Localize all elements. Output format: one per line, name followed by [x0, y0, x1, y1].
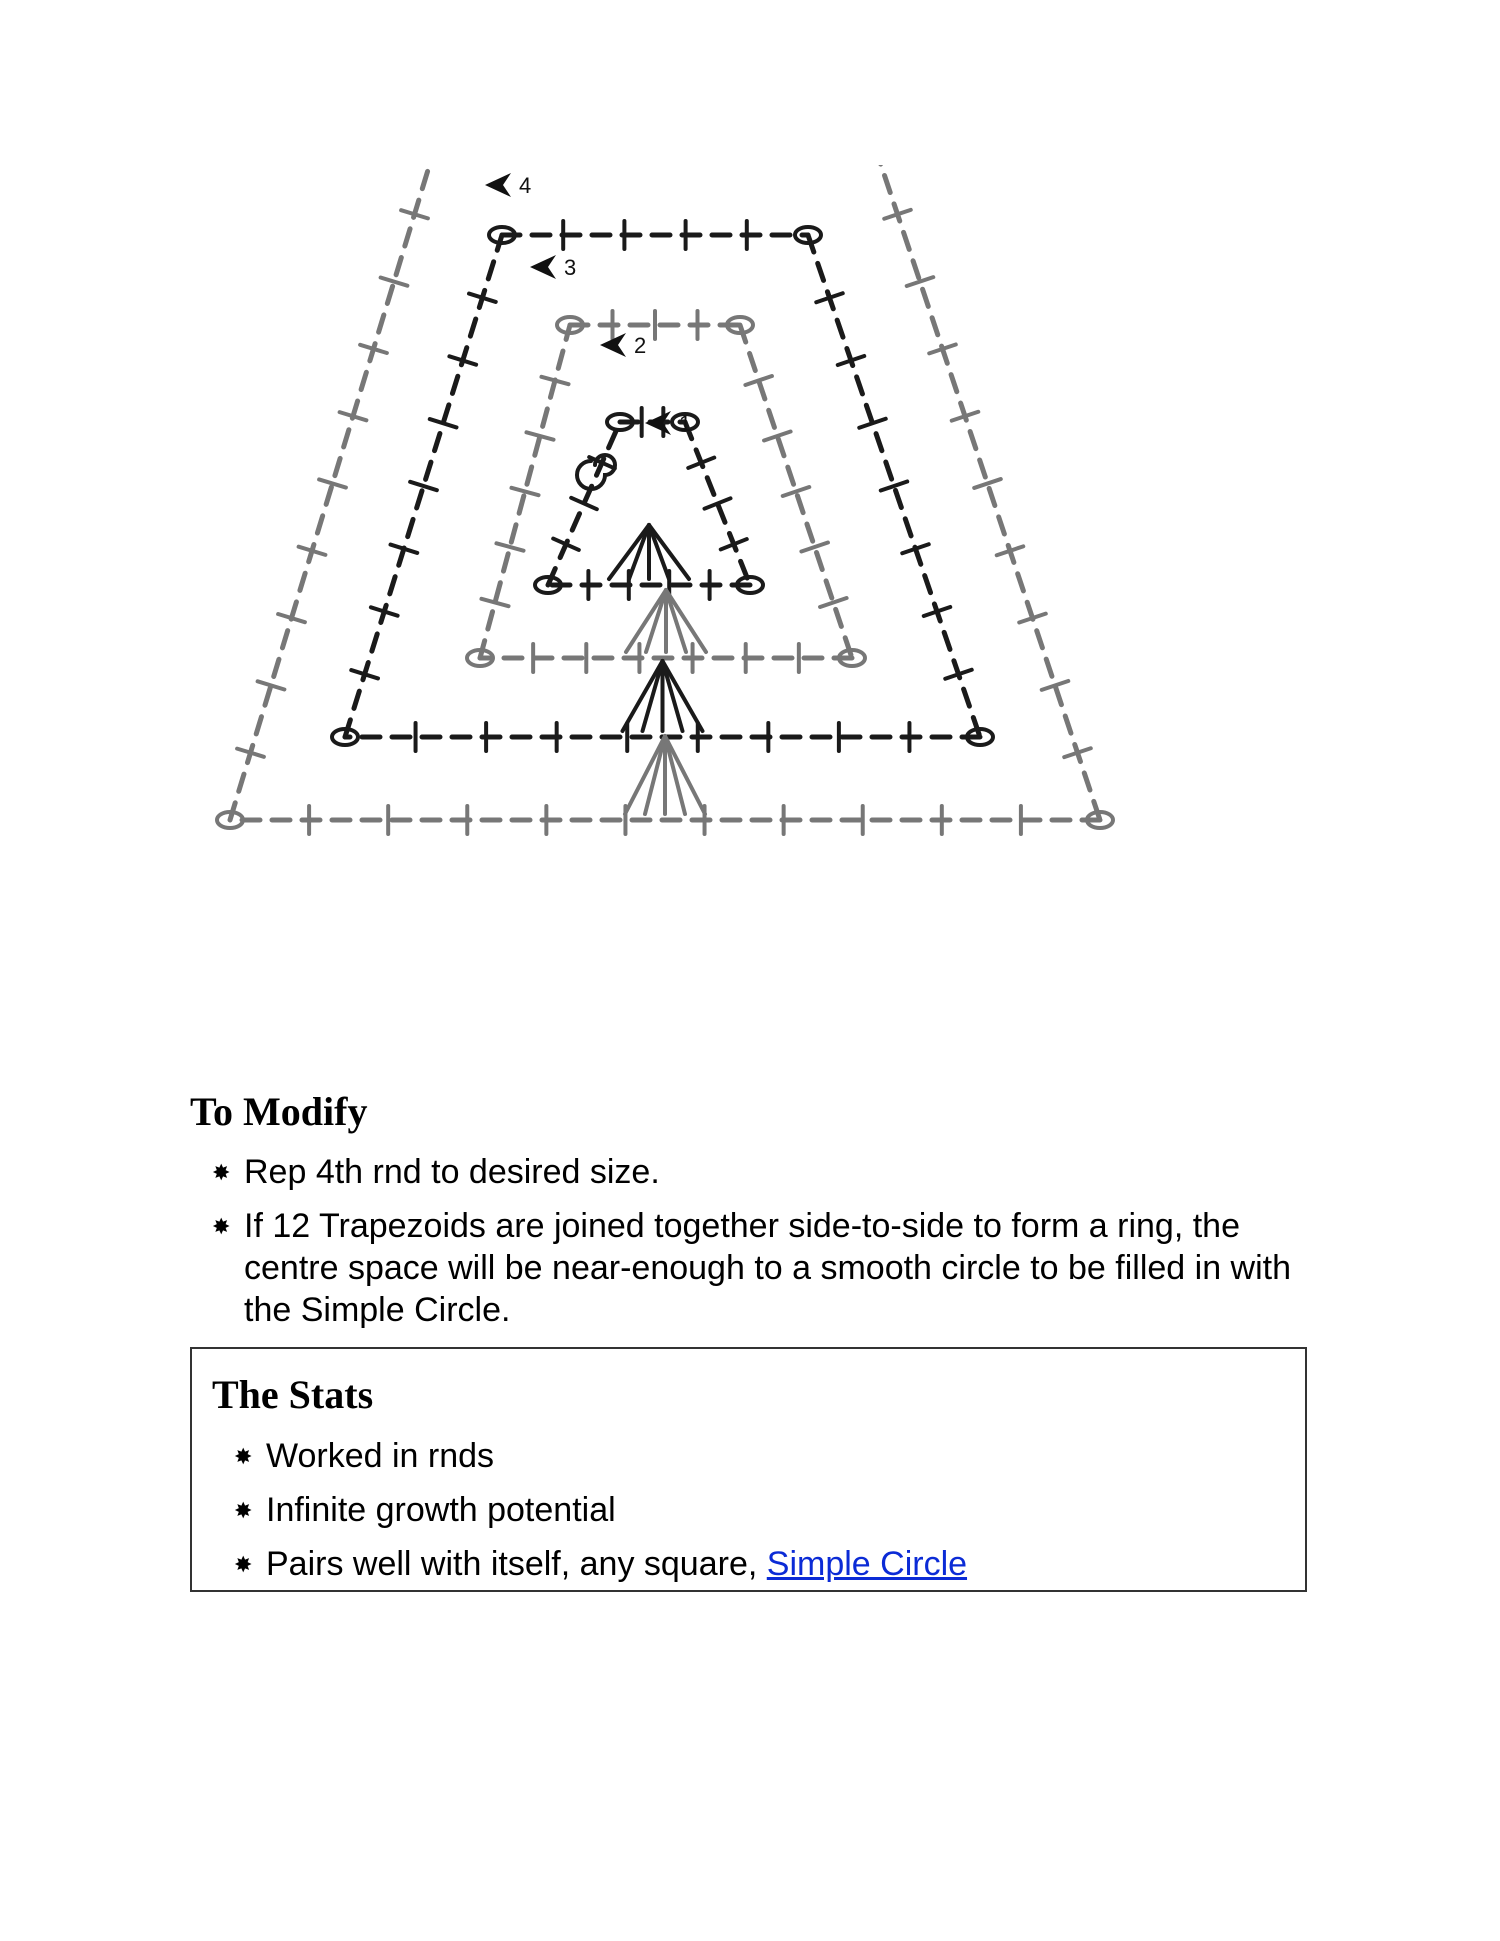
stitch-post — [629, 525, 649, 579]
stitch-post — [663, 661, 703, 731]
stitch-mark — [496, 543, 523, 550]
to-modify-heading: To Modify — [190, 1089, 368, 1134]
round-start-arrow-icon — [485, 173, 511, 197]
bullet-icon: ✸ — [234, 1444, 253, 1469]
round-label: 1 — [679, 411, 692, 436]
stitch-post — [665, 736, 685, 814]
stitch-post — [666, 590, 706, 652]
stitch-post — [643, 661, 663, 731]
bullet-icon: ✸ — [212, 1214, 231, 1239]
stitch-post — [649, 525, 669, 579]
round-label: 3 — [564, 255, 577, 280]
stitch-post — [663, 661, 683, 731]
list-item: ✸ Rep 4th rnd to desired size. — [190, 1151, 1340, 1193]
bullet-icon: ✸ — [212, 1160, 231, 1185]
round-label: 4 — [519, 173, 532, 198]
round-left-edge — [230, 165, 435, 820]
modify-list — [190, 1151, 1340, 1343]
list-item: ✸ If 12 Trapezoids are joined together side-to-side to form a ring, the centre space will be near-enough to a smooth circle to be filled in with the Simple Circle. — [212, 1207, 1292, 1329]
stitch-post — [646, 590, 666, 652]
stitch-post — [623, 661, 663, 731]
stats-list — [212, 1435, 1212, 1597]
round-start-arrow-icon — [530, 255, 556, 279]
simple-circle-link[interactable]: Simple Circle — [766, 1545, 968, 1583]
crochet-trapezoid-chart — [190, 165, 1310, 1035]
stitch-mark — [801, 543, 828, 552]
stitch-post — [625, 736, 665, 814]
bullet-icon: ✸ — [234, 1498, 253, 1523]
round-label: 2 — [634, 333, 647, 358]
list-item: ✸ Pairs well with itself, any square, Simple Circle — [212, 1543, 1212, 1585]
list-item: ✸ Infinite growth potential — [212, 1489, 1212, 1531]
bullet-icon: ✸ — [234, 1552, 253, 1577]
stitch-post — [666, 590, 686, 652]
stitch-post — [626, 590, 666, 652]
stitch-post — [645, 736, 665, 814]
stats-heading: The Stats — [212, 1372, 374, 1417]
list-item: ✸ Worked in rnds — [212, 1435, 1212, 1477]
stats-box — [190, 1347, 1307, 1592]
